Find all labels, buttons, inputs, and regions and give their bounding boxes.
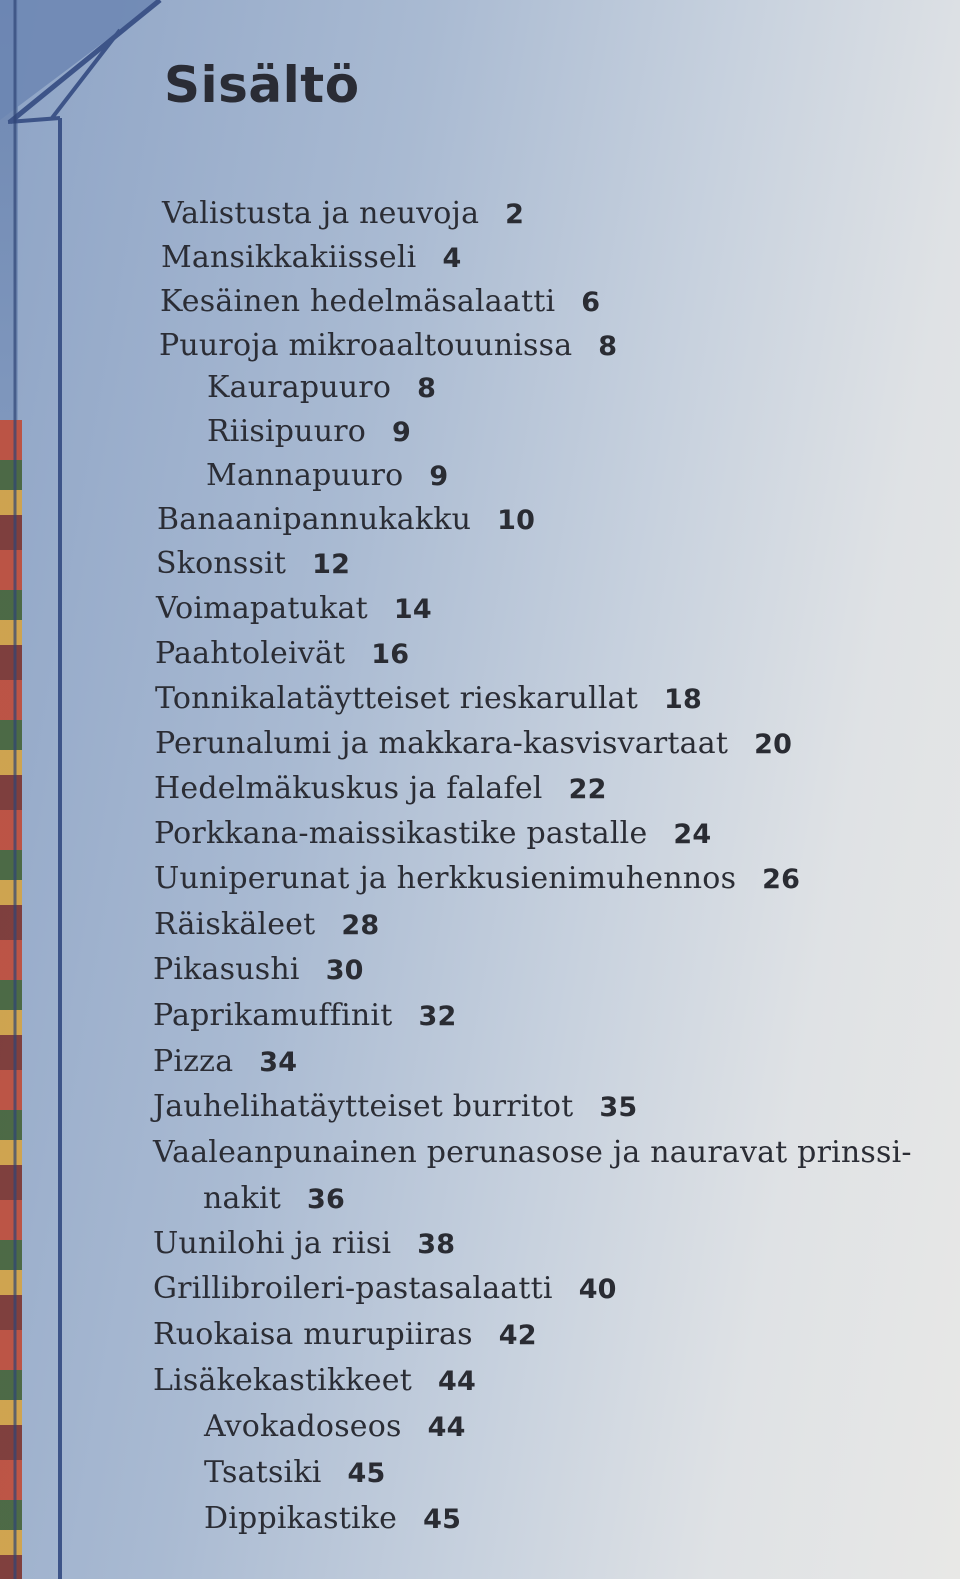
toc-entry — [154, 861, 800, 898]
toc-entry — [153, 1226, 455, 1263]
toc-entry-page-number: 8 — [417, 373, 437, 404]
toc-entry — [204, 1409, 466, 1446]
toc-entry-page-number: 9 — [429, 461, 449, 492]
toc-entry-page-number: 42 — [498, 1320, 537, 1351]
toc-entry — [156, 546, 350, 583]
toc-entry-page-number: 36 — [307, 1184, 346, 1215]
toc-entry — [204, 1501, 461, 1538]
toc-entry-page-number: 44 — [437, 1366, 476, 1397]
toc-entry-page-number: 45 — [347, 1458, 386, 1489]
toc-entry-page-number: 22 — [568, 774, 607, 805]
toc-entry-label: Pikasushi — [153, 952, 300, 987]
toc-entry — [153, 1089, 637, 1126]
toc-entry-label: Perunalumi ja makkara-kasvisvartaat — [155, 726, 729, 761]
toc-entry-label: Puuroja mikroaaltouunissa — [159, 328, 573, 363]
toc-entry — [203, 1181, 345, 1218]
toc-entry-label: Mansikkakiisseli — [161, 240, 417, 275]
toc-entry — [162, 196, 524, 233]
toc-entry — [161, 240, 461, 277]
toc-entry-label: Mannapuuro — [206, 458, 404, 493]
toc-entry-label: Räiskäleet — [154, 907, 316, 942]
toc-entry-page-number: 2 — [505, 199, 525, 230]
toc-entry-label: Uunilohi ja riisi — [153, 1226, 392, 1261]
toc-entry-page-number: 12 — [312, 549, 351, 580]
toc-entry — [204, 1455, 386, 1492]
toc-entry-label: Paahtoleivät — [155, 636, 346, 671]
toc-entry — [155, 726, 792, 763]
toc-entry-page-number: 6 — [581, 287, 601, 318]
toc-entry-page-number: 16 — [371, 639, 410, 670]
toc-entry-label: Pizza — [153, 1044, 234, 1079]
toc-entry — [153, 1271, 617, 1308]
toc-entry — [154, 816, 711, 853]
toc-entry-label: Riisipuuro — [207, 414, 367, 449]
toc-entry — [154, 771, 607, 808]
toc-entry — [153, 1363, 476, 1400]
toc-entry-label: nakit — [203, 1181, 282, 1216]
toc-entry-page-number: 30 — [325, 955, 364, 986]
toc-entry-label: Ruokaisa murupiiras — [153, 1317, 473, 1352]
toc-entry-label: Avokadoseos — [204, 1409, 402, 1444]
toc-entry — [159, 328, 617, 365]
toc-entry-page-number: 24 — [673, 819, 712, 850]
toc-entry-label: Voimapatukat — [156, 591, 368, 626]
toc-entry — [156, 591, 432, 628]
toc-entry-label: Jauhelihatäytteiset burritot — [153, 1089, 574, 1124]
toc-entry — [153, 952, 364, 989]
toc-entry-page-number: 14 — [393, 594, 432, 625]
toc-entry-page-number: 8 — [598, 331, 618, 362]
toc-entry-page-number: 38 — [417, 1229, 456, 1260]
toc-entry — [206, 458, 448, 495]
toc-entry-label: Dippikastike — [204, 1501, 398, 1536]
toc-entry — [207, 370, 436, 407]
toc-entry — [155, 681, 702, 718]
toc-entry-label: Tsatsiki — [204, 1455, 322, 1490]
toc-entry-label: Tonnikalatäytteiset rieskarullat — [155, 681, 638, 716]
toc-entry — [160, 284, 600, 321]
toc-entry-label: Vaaleanpunainen perunasose ja nauravat prinssi- — [153, 1135, 912, 1170]
toc-entry — [154, 907, 379, 944]
toc-entry-page-number: 35 — [599, 1092, 638, 1123]
toc-entry — [153, 998, 456, 1035]
toc-entry-label: Skonssit — [156, 546, 287, 581]
toc-entry-page-number: 9 — [392, 417, 412, 448]
toc-entry — [155, 636, 409, 673]
toc-entry-label: Kesäinen hedelmäsalaatti — [160, 284, 556, 319]
toc-entry-label: Porkkana-maissikastike pastalle — [154, 816, 648, 851]
toc-entry-page-number: 26 — [762, 864, 801, 895]
toc-entry-page-number: 40 — [578, 1274, 617, 1305]
toc-entry-page-number: 45 — [423, 1504, 462, 1535]
toc-entry-page-number: 32 — [418, 1001, 457, 1032]
toc-entry — [153, 1044, 297, 1081]
toc-entry-label: Grillibroileri-pastasalaatti — [153, 1271, 553, 1306]
toc-entry-page-number: 10 — [497, 505, 536, 536]
toc-entry-label: Banaanipannukakku — [157, 502, 472, 537]
toc-entry-page-number: 4 — [442, 243, 462, 274]
toc-entry-page-number: 20 — [754, 729, 793, 760]
toc-entry-page-number: 44 — [427, 1412, 466, 1443]
toc-entry-label: Hedelmäkuskus ja falafel — [154, 771, 543, 806]
toc-entry — [153, 1135, 938, 1172]
toc-entry — [157, 502, 535, 539]
toc-entry-page-number: 34 — [259, 1047, 298, 1078]
page-title: Sisältö — [164, 56, 360, 114]
toc-entry-label: Valistusta ja neuvoja — [162, 196, 480, 231]
toc-entry — [207, 414, 411, 451]
toc-entry-label: Lisäkekastikkeet — [153, 1363, 412, 1398]
toc-entry-label: Paprikamuffinit — [153, 998, 393, 1033]
toc-entry-label: Kaurapuuro — [207, 370, 392, 405]
toc-entry-page-number: 28 — [341, 910, 380, 941]
toc-entry — [153, 1317, 537, 1354]
toc-entry-label: Uuniperunat ja herkkusienimuhennos — [154, 861, 737, 896]
toc-entry-page-number: 18 — [663, 684, 702, 715]
